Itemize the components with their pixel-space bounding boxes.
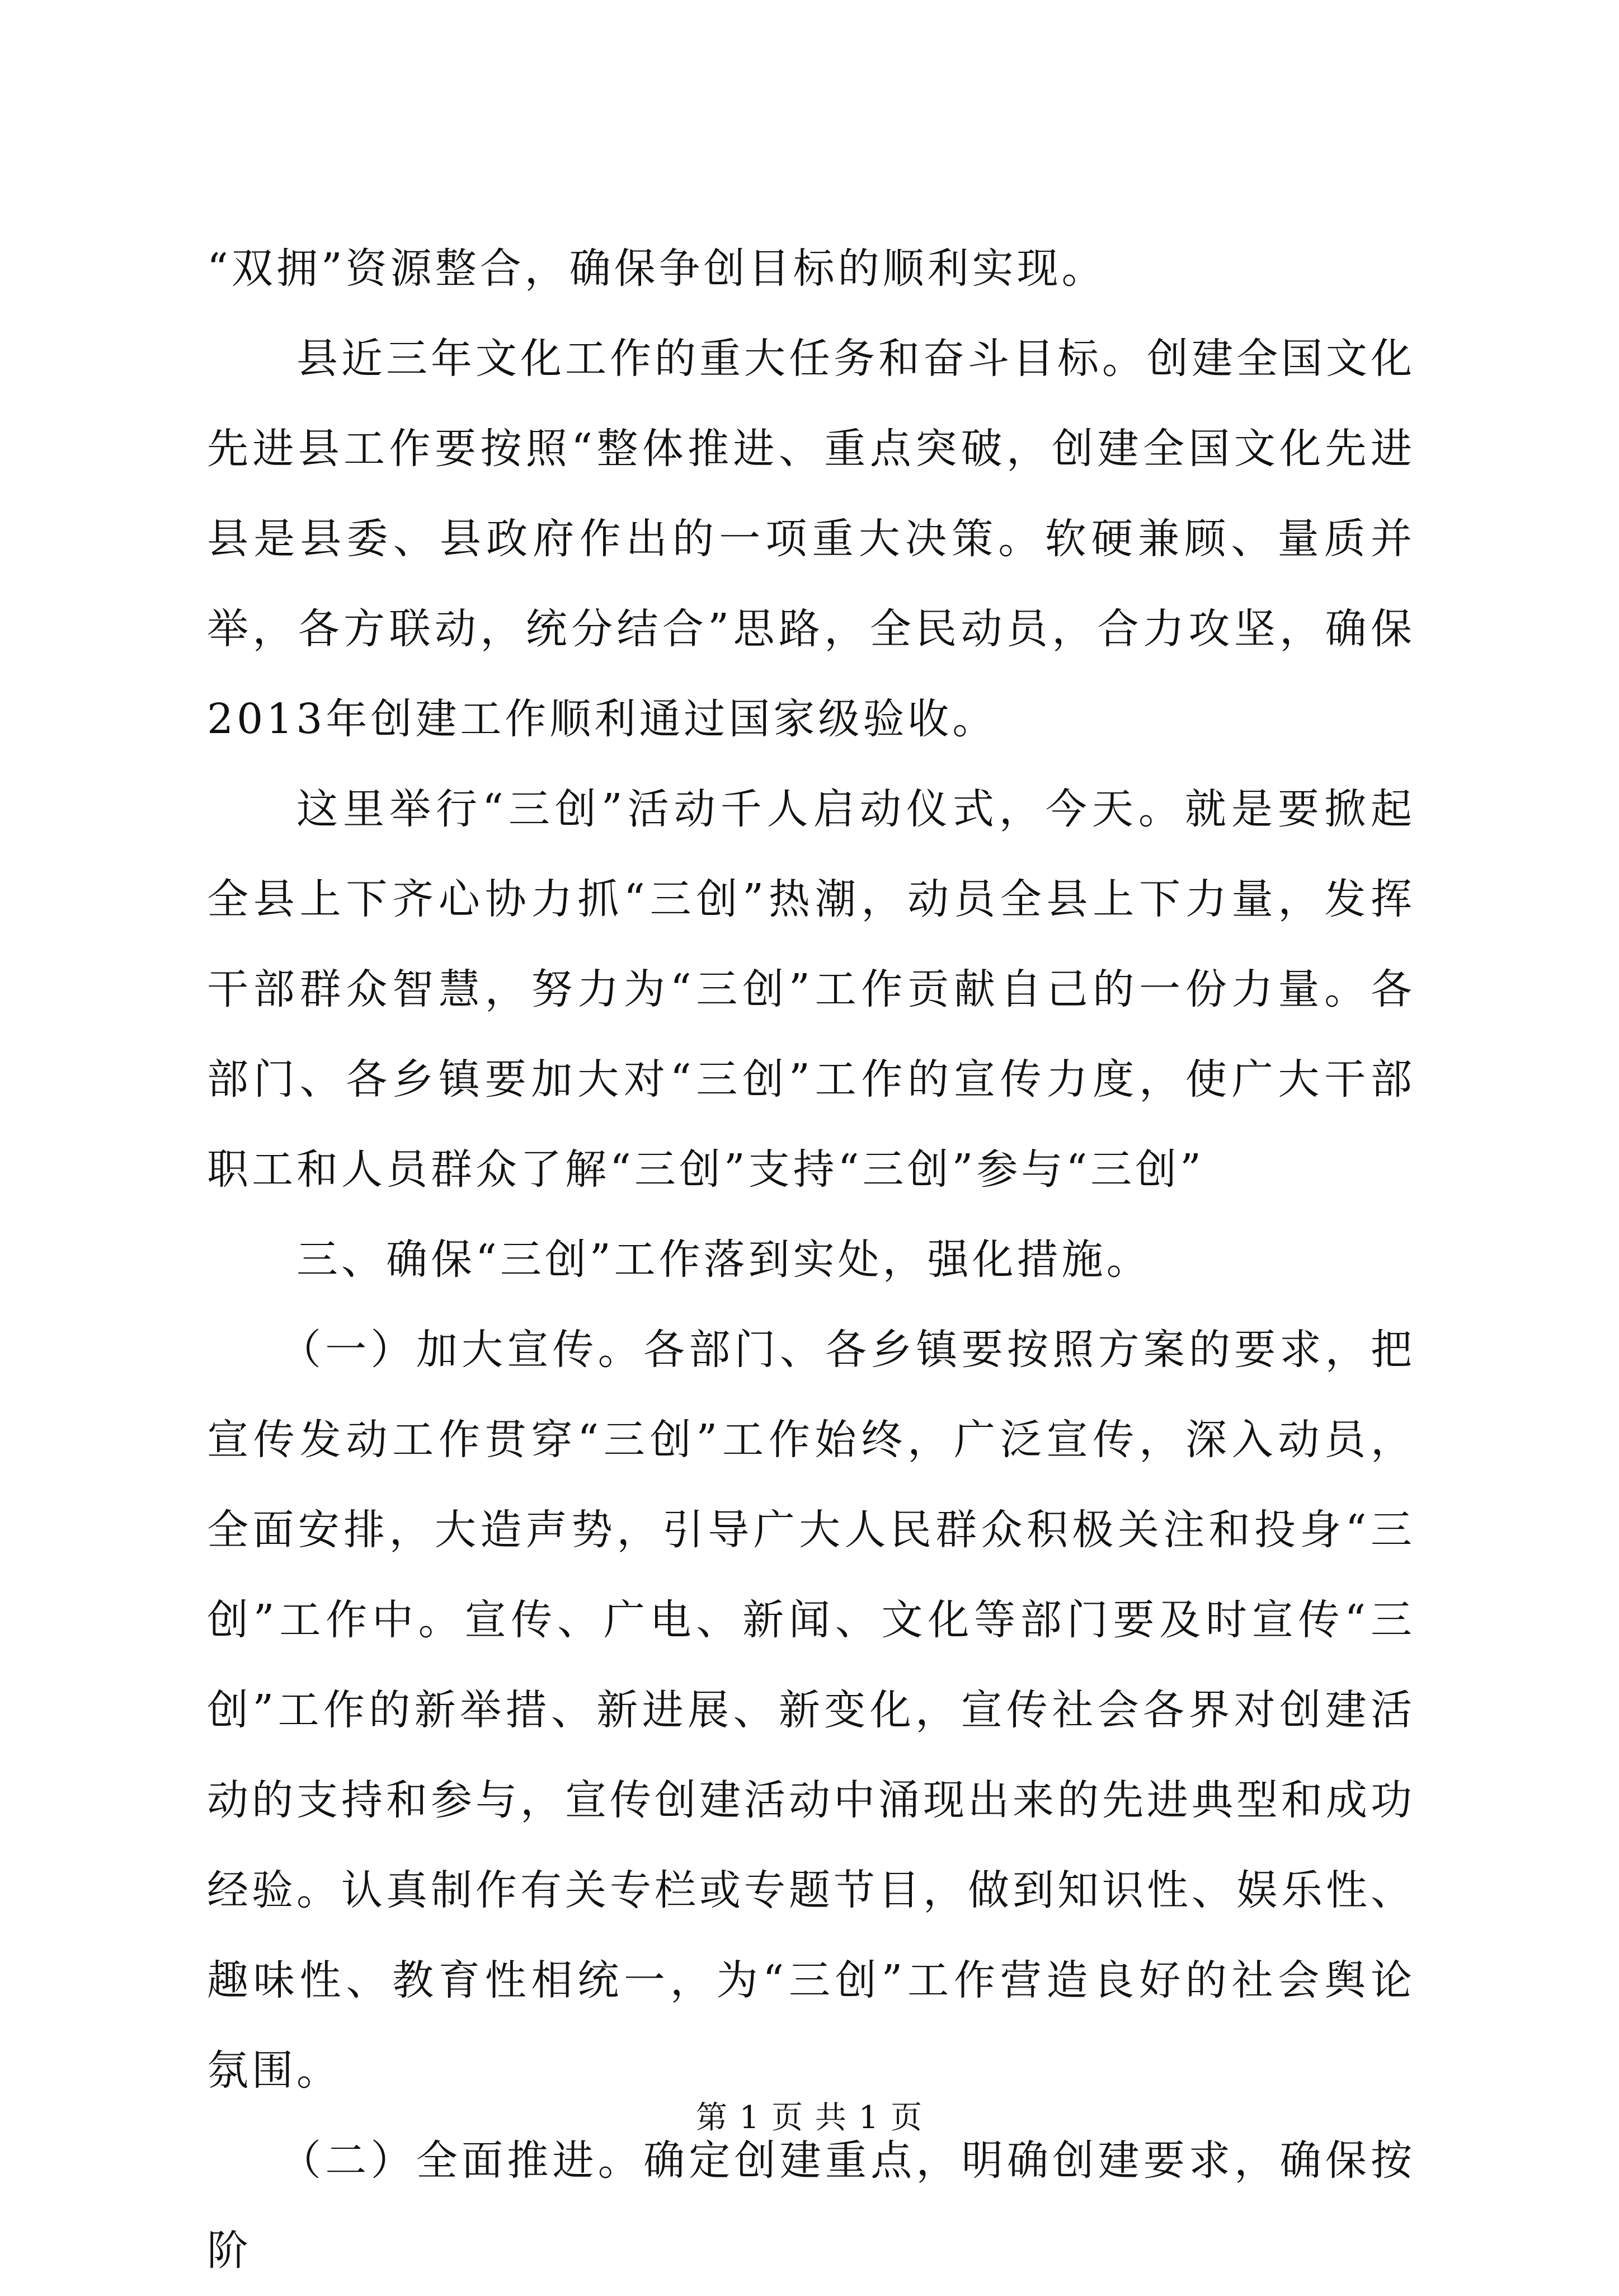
- page-number-footer: 第 1 页 共 1 页: [695, 2100, 924, 2136]
- paragraph-2: 县近三年文化工作的重大任务和奋斗目标。创建全国文化先进县工作要按照“整体推进、重点突破，创建全国文化先进县是县委、县政府作出的一项重大决策。软硬兼顾、量质并举，各方联动，统分结合”思路，全民动员，合力攻坚，确保2013年创建工作顺利通过国家级验收。: [207, 335, 1415, 743]
- paragraph-publicity: （一）加大宣传。各部门、各乡镇要按照方案的要求，把宣传发动工作贯穿“三创”工作始终，广泛宣传，深入动员，全面安排，大造声势，引导广大人民群众积极关注和投身“三创”工作中。宣传、广电、新闻、文化等部门要及时宣传“三创”工作的新举措、新进展、新变化，宣传社会各界对创建活动的支持和参与，宣传创建活动中涌现出来的先进典型和成功经验。认真制作有关专栏或专题节目，做到知识性、娱乐性、趣味性、教育性相统一，为“三创”工作营造良好的社会舆论氛围。: [207, 1326, 1415, 2095]
- paragraph-1: “双拥”资源整合，确保争创目标的顺利实现。: [207, 245, 1107, 293]
- paragraph-advance: （二）全面推进。确定创建重点，明确创建要求，确保按阶: [207, 2137, 1415, 2275]
- document-body: [207, 224, 1415, 2296]
- section-heading-3: 三、确保“三创”工作落到实处，强化措施。: [296, 1236, 1151, 1284]
- paragraph-3: 这里举行“三创”活动千人启动仪式，今天。就是要掀起全县上下齐心协力抓“三创”热潮，动员全县上下力量，发挥干部群众智慧，努力为“三创”工作贡献自己的一份力量。各部门、各乡镇要加大对“三创”工作的宣传力度，使广大干部职工和人员群众了解“三创”支持“三创”参与“三创”: [207, 785, 1415, 1194]
